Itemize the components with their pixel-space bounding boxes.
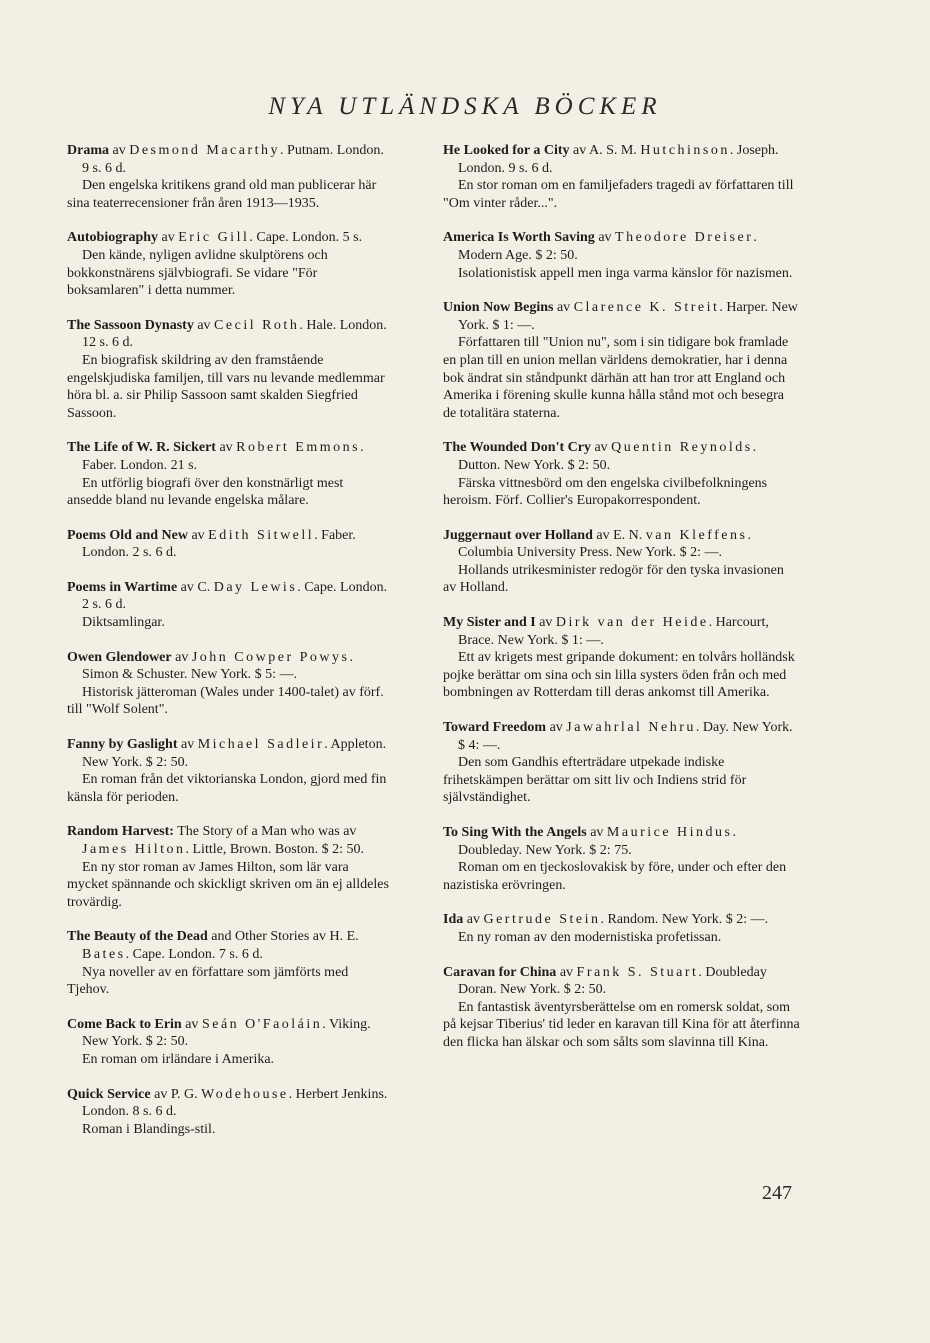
- book-by: av: [219, 440, 233, 456]
- book-by: av: [175, 649, 189, 665]
- book-author: Gertrude Stein: [483, 912, 601, 928]
- book-publisher: . Putnam. London. 9 s. 6 d.: [82, 143, 384, 176]
- book-author: Eric Gill: [178, 230, 250, 246]
- book-description: Isolationistisk appell men inga varma känslor för nazismen.: [458, 265, 793, 281]
- book-author: Wodehouse: [201, 1086, 289, 1102]
- book-title: Autobiography: [67, 230, 159, 246]
- book-author: Bates: [82, 946, 126, 962]
- book-title: Quick Service: [67, 1086, 151, 1102]
- book-publisher: . Columbia University Press. New York. $ 2: —.: [458, 527, 751, 561]
- book-entry: [443, 964, 800, 1052]
- right-column: [443, 142, 800, 1069]
- book-description: En stor roman om en familjefaders tragedi av författaren till "Om vinter råder...".: [443, 178, 794, 211]
- book-heading: [443, 964, 800, 999]
- book-entry: [67, 1086, 391, 1139]
- book-by: The Story of a Man who was av: [177, 824, 357, 840]
- book-publisher: . Faber. London. 21 s.: [82, 440, 364, 473]
- book-author: Michael Sadleir: [197, 737, 325, 753]
- book-title: He Looked for a City: [443, 143, 570, 158]
- book-entry: [67, 736, 391, 806]
- book-author: Cecil Roth: [214, 317, 300, 333]
- book-by: av A. S. M.: [573, 143, 637, 158]
- book-entry: [443, 229, 800, 282]
- book-author: Robert Emmons: [236, 440, 361, 456]
- book-title: The Wounded Don't Cry: [443, 440, 591, 456]
- book-heading: [67, 579, 391, 614]
- book-author: James Hilton: [82, 842, 186, 857]
- book-by: av: [180, 737, 195, 753]
- book-publisher: . Faber. London. 2 s. 6 d.: [82, 527, 356, 561]
- book-heading: [67, 649, 391, 684]
- book-author: Clarence K. Streit: [573, 300, 720, 316]
- book-description: Roman i Blandings-stil.: [82, 1121, 216, 1137]
- book-description: Den engelska kritikens grand old man publicerar här sina teaterrecensioner från åren 1913—1935.: [67, 178, 377, 211]
- book-author: John Cowper Powys: [191, 649, 350, 665]
- book-publisher: . Random. New York. $ 2: —.: [600, 912, 769, 928]
- book-publisher: . Modern Age. $ 2: 50.: [458, 230, 757, 263]
- book-entry: [67, 928, 391, 998]
- book-description: Roman om en tjeckoslovakisk by före, under och efter den nazistiska erövringen.: [443, 860, 787, 893]
- book-title: Ida: [443, 912, 464, 928]
- book-heading: [443, 719, 800, 754]
- book-entry: [67, 142, 391, 212]
- book-author: Dirk van der Heide: [555, 615, 709, 631]
- book-by: av: [556, 300, 571, 316]
- book-publisher: . Cape. London. 2 s. 6 d.: [82, 579, 388, 613]
- book-author: Day Lewis: [213, 579, 298, 595]
- book-description: En utförlig biografi över den konstnärligt mest ansedde bland nu levande engelska målare.: [67, 475, 344, 509]
- book-heading: [443, 824, 800, 859]
- book-title: Union Now Begins: [443, 300, 554, 316]
- book-heading: [67, 527, 391, 562]
- book-heading: [443, 527, 800, 562]
- book-title: Poems Old and New: [67, 527, 188, 543]
- book-author: Maurice Hindus: [606, 825, 733, 840]
- book-publisher: . Viking. New York. $ 2: 50.: [82, 1016, 371, 1050]
- book-by: av: [549, 720, 563, 736]
- book-publisher: . Little, Brown. Boston. $ 2: 50.: [185, 842, 364, 857]
- book-author: Seán O'Faoláin: [201, 1016, 323, 1032]
- book-title: America Is Worth Saving: [443, 230, 595, 246]
- book-entry: [67, 317, 391, 423]
- book-title: Poems in Wartime: [67, 579, 178, 595]
- book-description: Historisk jätteroman (Wales under 1400-talet) av förf. till "Wolf Solent".: [67, 684, 384, 718]
- book-heading: [443, 911, 800, 929]
- book-by: av P. G.: [154, 1086, 198, 1102]
- book-description: Diktsamlingar.: [82, 615, 165, 631]
- book-by: av C.: [180, 579, 211, 595]
- book-heading: [67, 1016, 391, 1051]
- book-by: av: [185, 1016, 199, 1032]
- book-entry: [443, 719, 800, 807]
- book-heading: [443, 439, 800, 474]
- book-entry: [443, 439, 800, 509]
- book-title: Owen Glendower: [67, 649, 172, 665]
- book-entry: [67, 1016, 391, 1069]
- book-description: Den som Gandhis efterträdare utpekade indiske frihetskämpen berättar om sitt liv och Indiens strid för självständighet.: [443, 755, 747, 806]
- book-description: Nya noveller av en författare som jämförts med Tjehov.: [67, 964, 349, 998]
- book-by: av: [559, 964, 574, 980]
- book-description: En ny stor roman av James Hilton, som lär vara mycket spännande och skickligt skriven om än ej alldeles trovärdig.: [67, 859, 389, 910]
- book-entry: [67, 439, 391, 509]
- book-by: av: [590, 825, 604, 840]
- book-entry: [67, 527, 391, 562]
- book-description: Den kände, nyligen avlidne skulptörens och bokkonstnärens självbiografi. Se vidare "För boksamlaren" i detta nummer.: [67, 247, 328, 299]
- book-author: van Kleffens: [645, 527, 748, 543]
- book-description: En fantastisk äventyrsberättelse om en romersk soldat, som på kejsar Tiberius' tid leder en karavan till Kina för att återfinna den flicka han älskar och som sålts som slavinna till Kina.: [443, 999, 800, 1050]
- book-title: Caravan for China: [443, 964, 557, 980]
- book-author: Jawahrlal Nehru: [566, 720, 696, 736]
- book-by: and Other Stories av H. E.: [211, 929, 359, 945]
- book-entry: [67, 823, 391, 911]
- book-description: En roman från det viktorianska London, gjord med fin känsla för perioden.: [67, 772, 387, 805]
- book-title: To Sing With the Angels: [443, 825, 587, 840]
- book-title: My Sister and I: [443, 615, 536, 631]
- book-entry: [443, 911, 800, 946]
- book-title: Drama: [67, 143, 109, 158]
- book-title: Toward Freedom: [443, 720, 547, 736]
- book-entry: [67, 649, 391, 719]
- book-publisher: . Cape. London. 7 s. 6 d.: [125, 946, 263, 962]
- book-entry: [443, 824, 800, 894]
- book-title: The Life of W. R. Sickert: [67, 440, 216, 456]
- book-description: Ett av krigets mest gripande dokument: en tolvårs holländsk pojke berättar om sina och sin lilla systers öden från och med bombningen av Rotterdam till deras ankomst till Amerika.: [443, 650, 795, 701]
- book-author: Desmond Macarthy: [129, 143, 281, 158]
- book-by: av E. N.: [596, 527, 643, 543]
- book-author: Quentin Reynolds: [611, 440, 753, 456]
- book-publisher: . Dutton. New York. $ 2: 50.: [458, 440, 757, 473]
- book-title: Fanny by Gaslight: [67, 737, 178, 753]
- book-author: Edith Sitwell: [208, 527, 315, 543]
- book-heading: [67, 229, 391, 247]
- book-heading: [443, 142, 800, 177]
- book-heading: [443, 299, 800, 334]
- book-heading: [67, 736, 391, 771]
- book-publisher: . Cape. London. 5 s.: [249, 230, 363, 246]
- book-entry: [443, 299, 800, 422]
- left-column: [67, 142, 391, 1155]
- book-heading: [443, 229, 800, 264]
- book-publisher: . Doubleday. New York. $ 2: 75.: [458, 825, 736, 858]
- book-by: av: [197, 317, 211, 333]
- book-entry: [443, 527, 800, 597]
- book-by: av: [161, 230, 175, 246]
- page-number: 247: [762, 1182, 792, 1204]
- book-entry: [67, 579, 391, 632]
- book-title: The Beauty of the Dead: [67, 929, 208, 945]
- book-by: av: [191, 527, 205, 543]
- book-heading: [67, 142, 391, 177]
- book-publisher: . Appleton. New York. $ 2: 50.: [82, 737, 387, 770]
- book-title: Random Harvest:: [67, 824, 174, 840]
- book-publisher: . Doubleday Doran. New York. $ 2: 50.: [458, 964, 767, 998]
- book-entry: [443, 142, 800, 212]
- book-publisher: . Harcourt, Brace. New York. $ 1: —.: [458, 615, 769, 648]
- page-title: NYA UTLÄNDSKA BÖCKER: [268, 93, 662, 120]
- book-description: En biografisk skildring av den framstående engelskjudiska familjen, till vars nu levande medlemmar höra bl. a. sir Philip Sassoon samt skalden Siegfried Sassoon.: [67, 352, 385, 421]
- book-by: av: [594, 440, 608, 456]
- book-publisher: . Simon & Schuster. New York. $ 5: —.: [82, 649, 353, 683]
- book-publisher: . Herbert Jenkins. London. 8 s. 6 d.: [82, 1086, 388, 1120]
- book-publisher: . Day. New York. $ 4: —.: [458, 720, 793, 753]
- book-heading: [67, 823, 391, 858]
- book-publisher: . Joseph. London. 9 s. 6 d.: [458, 143, 779, 176]
- book-description: Hollands utrikesminister redogör för den tyska invasionen av Holland.: [443, 562, 784, 596]
- book-publisher: . Hale. London. 12 s. 6 d.: [82, 317, 387, 351]
- book-description: Författaren till "Union nu", som i sin tidigare bok framlade en plan till en union mellan världens demokratier, har i denna bok ändrat sin ståndpunkt därhän att han tror att England och Amerika i förening skulle kunna hålla stånd mot och besegra de totalitära staterna.: [443, 335, 789, 421]
- book-description: En roman om irländare i Amerika.: [82, 1051, 275, 1067]
- book-entry: [67, 229, 391, 299]
- book-publisher: . Harper. New York. $ 1: —.: [458, 300, 798, 333]
- book-title: Come Back to Erin: [67, 1016, 182, 1032]
- book-by: av: [539, 615, 553, 631]
- book-by: av: [466, 912, 480, 928]
- book-entry: [443, 614, 800, 702]
- book-by: av: [112, 143, 126, 158]
- book-title: The Sassoon Dynasty: [67, 317, 194, 333]
- book-author: Frank S. Stuart: [576, 964, 699, 980]
- book-heading: [67, 1086, 391, 1121]
- book-heading: [67, 439, 391, 474]
- book-heading: [67, 928, 391, 963]
- book-by: av: [598, 230, 612, 246]
- book-author: Theodore Dreiser: [615, 230, 754, 246]
- book-heading: [67, 317, 391, 352]
- book-description: Färska vittnesbörd om den engelska civilbefolkningens heroism. Förf. Collier's Europakorrespondent.: [443, 475, 768, 509]
- book-author: Hutchinson: [640, 143, 730, 158]
- book-description: En ny roman av den modernistiska profetissan.: [458, 929, 722, 945]
- book-heading: [443, 614, 800, 649]
- book-title: Juggernaut over Holland: [443, 527, 593, 543]
